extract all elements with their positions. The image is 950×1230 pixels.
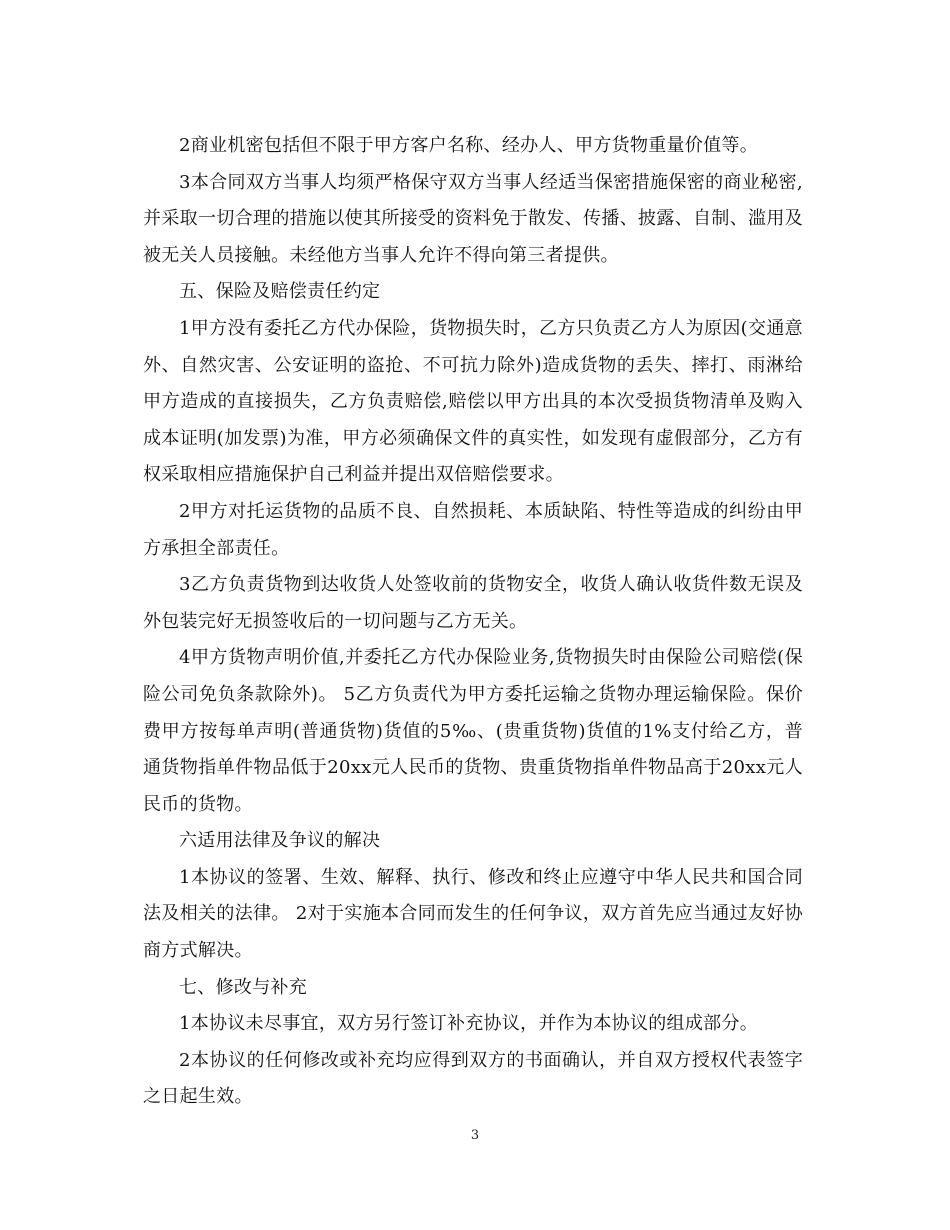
paragraph-supplementary-agreement: 1本协议未尽事宜，双方另行签订补充协议，并作为本协议的组成部分。 (179, 1013, 759, 1035)
paragraph-declared-value-insurance: 4甲方货物声明价值,并委托乙方代办保险业务,货物损失时由保险公司赔偿(保险公司免负条款除外)。 5乙方负责代为甲方委托运输之货物办理运输保险。保价费甲方按每单声明(普通货物)货值的5‰、(贵重货物)货值的1%支付给乙方，普通货物指单件物品低于20xx元人民币的货物、贵重货物指单件物品高于20xx元人民币的货物。 (143, 647, 803, 815)
paragraph-governing-law: 1本协议的签署、生效、解释、执行、修改和终止应遵守中华人民共和国合同法及相关的法律。 2对于实施本合同而发生的任何争议，双方首先应当通过友好协商方式解决。 (143, 866, 803, 962)
document-body (143, 128, 803, 1116)
paragraph-confidentiality-obligation: 3本合同双方当事人均须严格保守双方当事人经适当保密措施保密的商业秘密,并采取一切合理的措施以使其所接受的资料免于散发、传播、披露、自制、滥用及被无关人员接触。未经他方当事人允许不得向第三者提供。 (143, 171, 803, 266)
paragraph-written-confirmation: 2本协议的任何修改或补充均应得到双方的书面确认，并自双方授权代表签字之日起生效。 (143, 1049, 803, 1108)
paragraph-trade-secret-scope: 2商业机密包括但不限于甲方客户名称、经办人、甲方货物重量价值等。 (179, 135, 759, 156)
section-heading-insurance: 五、保险及赔偿责任约定 (179, 281, 381, 303)
page-number: 3 (470, 1128, 480, 1143)
paragraph-quality-disputes: 2甲方对托运货物的品质不良、自然损耗、本质缺陷、特性等造成的纠纷由甲方承担全部责任。 (143, 500, 803, 559)
section-heading-applicable-law: 六适用法律及争议的解决 (179, 830, 381, 852)
section-heading-amendments: 七、修改与补充 (179, 976, 308, 998)
paragraph-delivery-safety: 3乙方负责货物到达收货人处签收前的货物安全，收货人确认收货件数无误及外包装完好无损签收后的一切问题与乙方无关。 (143, 574, 803, 632)
paragraph-no-insurance-liability: 1甲方没有委托乙方代办保险，货物损失时，乙方只负责乙方人为原因(交通意外、自然灾害、公安证明的盗抢、不可抗力除外)造成货物的丢失、摔打、雨淋给甲方造成的直接损失，乙方负责赔偿,赔偿以甲方出具的本次受损货物清单及购入成本证明(加发票)为准，甲方必须确保文件的真实性，如发现有虚假部分，乙方有权采取相应措施保护自己利益并提出双倍赔偿要求。 (143, 317, 803, 486)
